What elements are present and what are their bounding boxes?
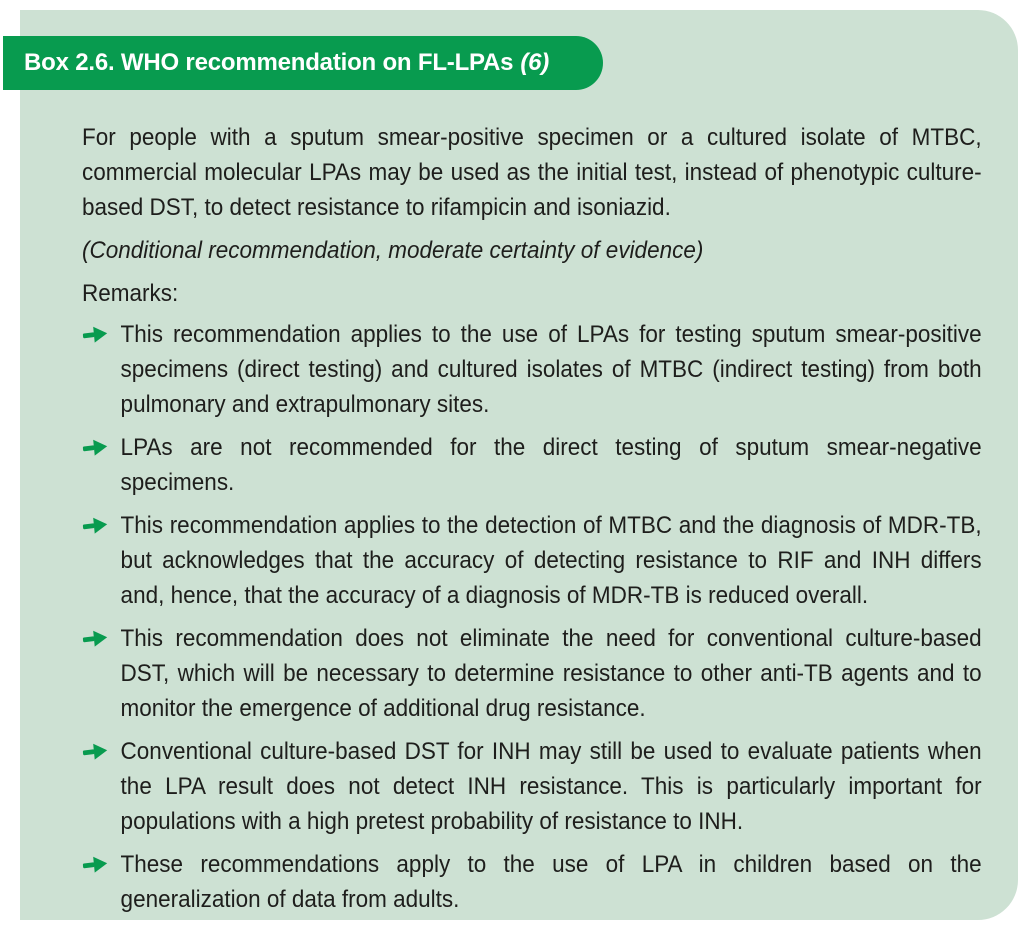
remark-text: LPAs are not recommended for the direct testing of sputum smear-negative specimens.	[120, 434, 982, 496]
remark-text: These recommendations apply to the use of LPA in children based on the generalization of data from adults.	[120, 851, 982, 913]
remarks-list	[82, 317, 982, 917]
list-item	[82, 317, 982, 422]
arrow-right-icon	[82, 628, 110, 649]
remark-text: This recommendation does not eliminate the need for conventional culture-based DST, which will be necessary to determine resistance to other anti-TB agents and to monitor the emergence of additional drug resistance.	[120, 625, 982, 722]
remark-text: This recommendation applies to the detection of MTBC and the diagnosis of MDR-TB, but acknowledges that the accuracy of detecting resistance to RIF and INH differs and, hence, that the accuracy of a diagnosis of MDR-TB is reduced overall.	[120, 512, 982, 609]
arrow-right-icon	[82, 324, 110, 345]
arrow-right-icon	[82, 437, 110, 458]
arrow-right-icon	[82, 741, 110, 762]
recommendation-text: For people with a sputum smear-positive specimen or a cultured isolate of MTBC, commercial molecular LPAs may be used as the initial test, instead of phenotypic culture-based DST, to detect resistance to rifampicin and isoniazid.	[82, 124, 982, 221]
box-title-reference: (6)	[520, 49, 550, 76]
list-item	[82, 847, 982, 917]
box-title-bar	[3, 36, 603, 90]
box-content	[82, 120, 982, 925]
list-item	[82, 508, 982, 613]
remark-text: This recommendation applies to the use of LPAs for testing sputum smear-positive specimens (direct testing) and cultured isolates of MTBC (indirect testing) from both pulmonary and extrapulmonary sites.	[120, 321, 982, 418]
list-item	[82, 621, 982, 726]
recommendation-box-panel	[20, 10, 1018, 920]
list-item	[82, 734, 982, 839]
remark-text: Conventional culture-based DST for INH may still be used to evaluate patients when the LPA result does not detect INH resistance. This is particularly important for populations with a high pretest probability of resistance to INH.	[120, 738, 982, 835]
qualifier-text: (Conditional recommendation, moderate certainty of evidence)	[82, 237, 704, 264]
box-title: Box 2.6. WHO recommendation on FL-LPAs	[24, 49, 514, 76]
list-item	[82, 430, 982, 500]
remarks-label: Remarks:	[82, 280, 179, 307]
arrow-right-icon	[82, 854, 110, 875]
arrow-right-icon	[82, 515, 110, 536]
